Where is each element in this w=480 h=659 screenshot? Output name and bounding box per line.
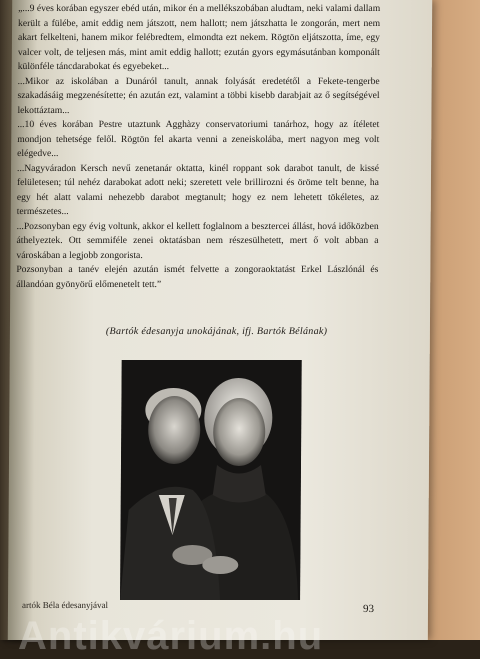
watermark: Antikvárium.hu (18, 614, 324, 658)
portrait-photo (120, 360, 302, 600)
photo-image (120, 360, 302, 600)
paragraph-2: ...Mikor az iskolában a Dunáról tanult, annak folyását eredetétől a Fekete-tengerbe szakadásáig megzenésítette; én azután ezt, valamint a többi kisebb darabjait az ő segítségével lekottáztam... (17, 75, 380, 116)
paragraph-1: „...9 éves korában egyszer ebéd után, mikor én a mellékszobában aludtam, neki valami dallam került a fülébe, amit eddig nem játszott, nem hallott; nem játszhatta le zongorán, mert nem akart felkelteni, hanem mikor felébredtem, elmondta ezt nekem. Rögtön eljátszotta, íme, egy valcer volt, de teljesen más, mint amit eddig hallott; ezután gyors egymásutánban komponált különféle táncdarabokat és egyebeket... (17, 3, 381, 72)
paragraph-6: Pozsonyban a tanév elején azután ismét felvette a zongoraoktatást Erkel Lászlónál és állandóan gyönyörű előmenetelt tett.” (16, 264, 379, 290)
paragraph-5: ...Pozsonyban egy évig voltunk, akkor el kellett foglalnom a besztercei állást, hová időközben áthelyeztek. Ott semmiféle zenei oktatásban nem részesülhetett, mert ő volt abban a városkában a legjobb zongorista. (16, 220, 379, 261)
paragraph-4: ...Nagyváradon Kersch nevű zenetanár oktatta, kinél roppant sok darabot tanult, de kissé felületesen; túl nehéz darabokat adott neki; szeretett vele brillirozni és öröme telt benne, ha egy hét alatt valami nehezebb darabot megtanult; hogy ez nem lehetett tökéletes, az természetes... (16, 162, 380, 217)
page-number: 93 (362, 603, 375, 615)
attribution: (Bartók édesanyja unokájának, ifj. Bartók Bélának) (105, 326, 328, 337)
photo-caption: artók Béla édesanyjával (21, 600, 109, 610)
body-text (16, 2, 380, 292)
paragraph-3: ...10 éves korában Pestre utaztunk Agghàzy conservatoriumi tanárhoz, hogy az ítéletet mondjon tehetsége felől. Rögtön fel akarta venni a zeneiskolába, mert nagyon meg volt elégedve... (17, 119, 380, 159)
book-page (8, 0, 432, 640)
